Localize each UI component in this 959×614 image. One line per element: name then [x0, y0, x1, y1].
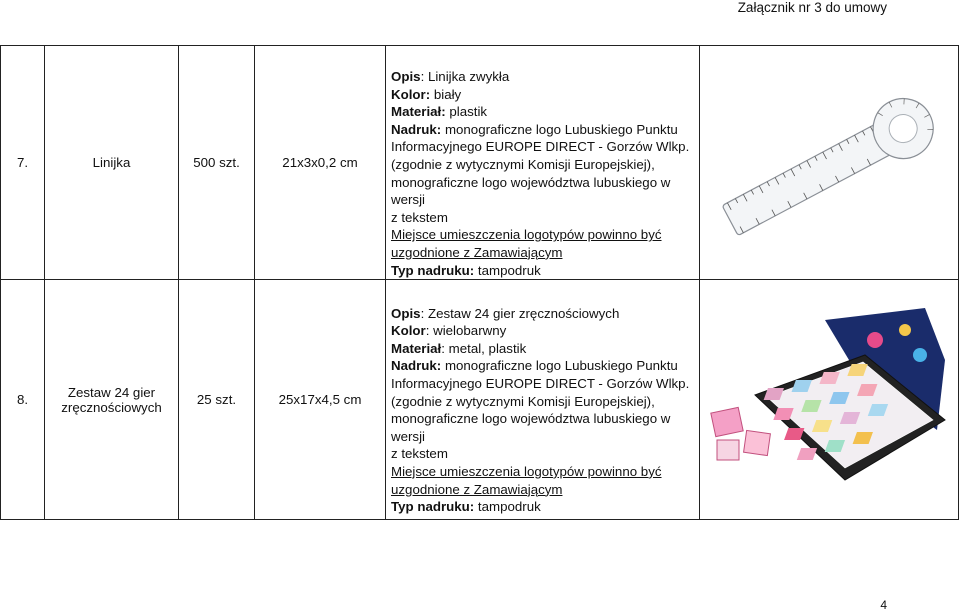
quantity: 500 szt. [179, 46, 255, 280]
opis-line: Opis: Zestaw 24 gier zręcznościowych [391, 305, 620, 321]
typ-line: Typ nadruku: tampodruk [391, 499, 541, 515]
kolor-line: Kolor: biały [391, 86, 462, 102]
row-number: 8. [1, 280, 45, 520]
games-box-icon [705, 300, 953, 500]
typ-line: Typ nadruku: tampodruk [391, 262, 541, 278]
table-row [1, 280, 959, 520]
product-name: Linijka [45, 46, 179, 280]
nadruk-line-2: Informacyjnego EUROPE DIRECT - Gorzów Wlkp. [391, 139, 690, 155]
quantity: 25 szt. [179, 280, 255, 520]
nadruk-line: Nadruk: monograficzne logo Lubuskiego Punktu [391, 121, 678, 137]
kolor-line: Kolor: wielobarwny [391, 323, 507, 339]
placement-line-1: Miejsce umieszczenia logotypów powinno być [391, 227, 662, 243]
description-cell [386, 280, 700, 520]
material-line: Materiał: plastik [391, 104, 488, 120]
placement-line-1: Miejsce umieszczenia logotypów powinno być [391, 463, 662, 479]
description-cell [386, 46, 700, 280]
nadruk-line-3: (zgodnie z wytycznymi Komisji Europejskiej), [391, 156, 655, 172]
nadruk-line: Nadruk: monograficzne logo Lubuskiego Punktu [391, 358, 678, 374]
nadruk-line-3: (zgodnie z wytycznymi Komisji Europejskiej), [391, 393, 655, 409]
attachment-note: Załącznik nr 3 do umowy [737, 0, 887, 15]
material-line: Materiał: metal, plastik [391, 340, 527, 356]
product-name-line-2: zręcznościowych [61, 399, 162, 415]
nadruk-line-5: z tekstem [391, 446, 448, 462]
specification-table [0, 45, 959, 520]
opis-line: Opis: Linijka zwykła [391, 69, 510, 84]
row-number: 7. [1, 46, 45, 280]
nadruk-line-5: z tekstem [391, 209, 448, 225]
nadruk-line-4: monograficzne logo województwa lubuskiego w wersji [391, 411, 671, 444]
placement-line-2: uzgodnione z Zamawiającym [391, 481, 563, 497]
product-name-line-1: Zestaw 24 gier [67, 384, 156, 400]
placement-line-2: uzgodnione z Zamawiającym [391, 244, 563, 260]
ruler-icon [709, 73, 949, 253]
page-number: 4 [880, 598, 887, 612]
ruler-image [700, 46, 959, 280]
nadruk-line-4: monograficzne logo województwa lubuskiego w wersji [391, 174, 671, 208]
table-row [1, 46, 959, 280]
dimensions: 25x17x4,5 cm [255, 280, 386, 520]
product-name [45, 280, 179, 520]
dimensions: 21x3x0,2 cm [255, 46, 386, 280]
nadruk-line-2: Informacyjnego EUROPE DIRECT - Gorzów Wlkp. [391, 375, 690, 391]
games-box-image [700, 280, 959, 520]
